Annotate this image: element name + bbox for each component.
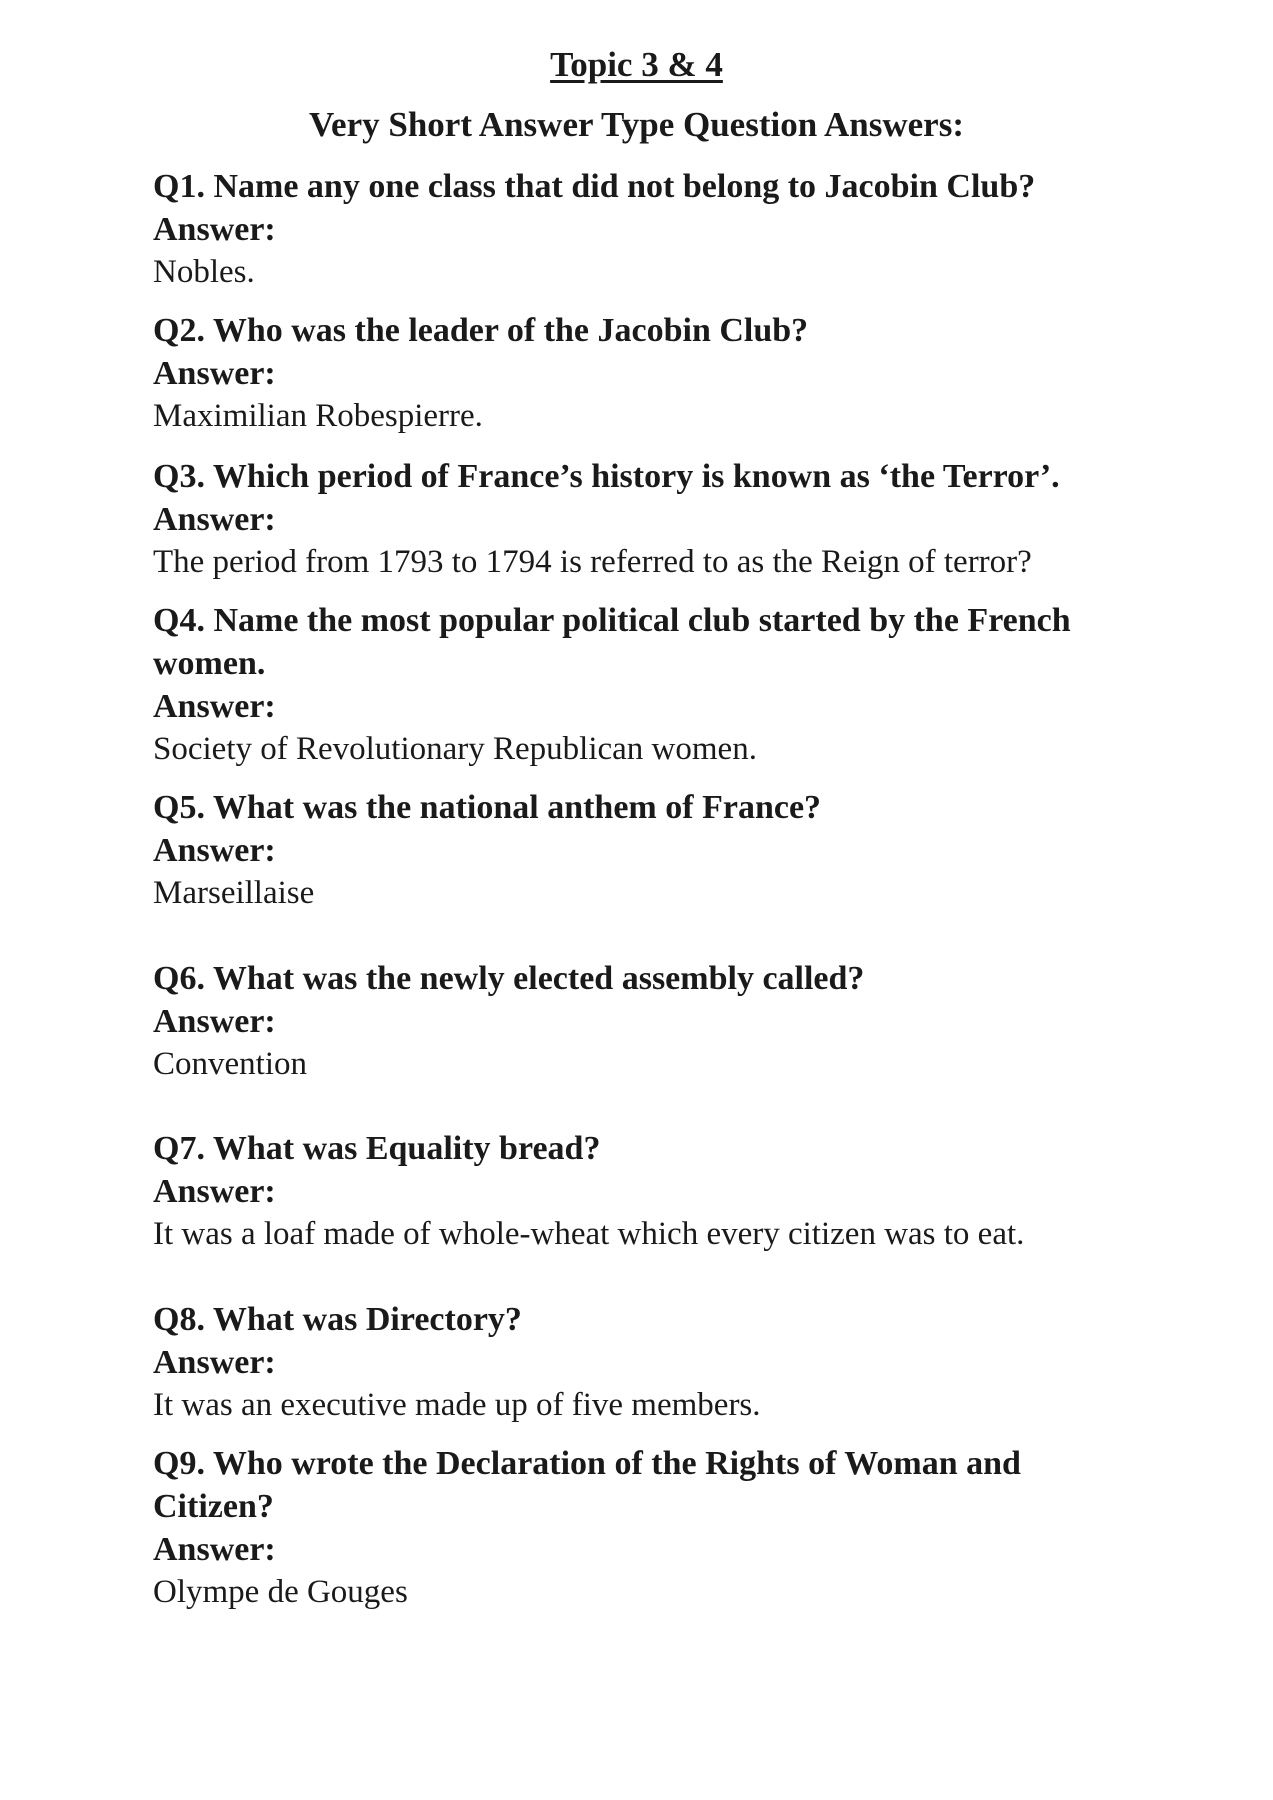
- answer-label-8: Answer:: [153, 1344, 276, 1381]
- question-9: Q9. Who wrote the Declaration of the Rights of Woman and Citizen?: [153, 1445, 1021, 1525]
- question-7: Q7. What was Equality bread?: [153, 1130, 601, 1167]
- page-title: Topic 3 & 4: [550, 45, 723, 84]
- answer-7: It was a loaf made of whole-wheat which every citizen was to eat.: [153, 1216, 1025, 1252]
- question-2: Q2. Who was the leader of the Jacobin Club?: [153, 312, 809, 349]
- question-1: Q1. Name any one class that did not belong to Jacobin Club?: [153, 168, 1036, 205]
- question-5: Q5. What was the national anthem of France?: [153, 789, 822, 826]
- question-4: Q4. Name the most popular political club started by the French women.: [153, 602, 1071, 682]
- qa-item-8: [153, 1298, 1113, 1427]
- answer-label-5: Answer:: [153, 832, 276, 869]
- qa-item-9: [153, 1442, 1113, 1614]
- qa-item-3: [153, 455, 1113, 584]
- answer-5: Marseillaise: [153, 875, 315, 911]
- question-3: Q3. Which period of France’s history is known as ‘the Terror’.: [153, 458, 1060, 495]
- qa-item-2: [153, 309, 1113, 438]
- qa-item-6: [153, 957, 1113, 1086]
- question-8: Q8. What was Directory?: [153, 1301, 522, 1338]
- answer-4: Society of Revolutionary Republican women.: [153, 731, 757, 767]
- answer-label-9: Answer:: [153, 1531, 276, 1568]
- answer-9: Olympe de Gouges: [153, 1574, 408, 1610]
- qa-item-7: [153, 1127, 1113, 1256]
- qa-item-5: [153, 786, 1113, 915]
- answer-8: It was an executive made up of five members.: [153, 1387, 761, 1423]
- answer-label-1: Answer:: [153, 211, 276, 248]
- qa-item-4: [153, 599, 1113, 771]
- answer-label-7: Answer:: [153, 1173, 276, 1210]
- page-subtitle: Very Short Answer Type Question Answers:: [308, 105, 964, 144]
- question-6: Q6. What was the newly elected assembly called?: [153, 960, 865, 997]
- answer-6: Convention: [153, 1046, 307, 1082]
- answer-1: Nobles.: [153, 254, 255, 290]
- answer-2: Maximilian Robespierre.: [153, 398, 483, 434]
- answer-3: The period from 1793 to 1794 is referred to as the Reign of terror?: [153, 544, 1032, 580]
- answer-label-6: Answer:: [153, 1003, 276, 1040]
- qa-item-1: [153, 165, 1113, 294]
- answer-label-4: Answer:: [153, 688, 276, 725]
- answer-label-3: Answer:: [153, 501, 276, 538]
- answer-label-2: Answer:: [153, 355, 276, 392]
